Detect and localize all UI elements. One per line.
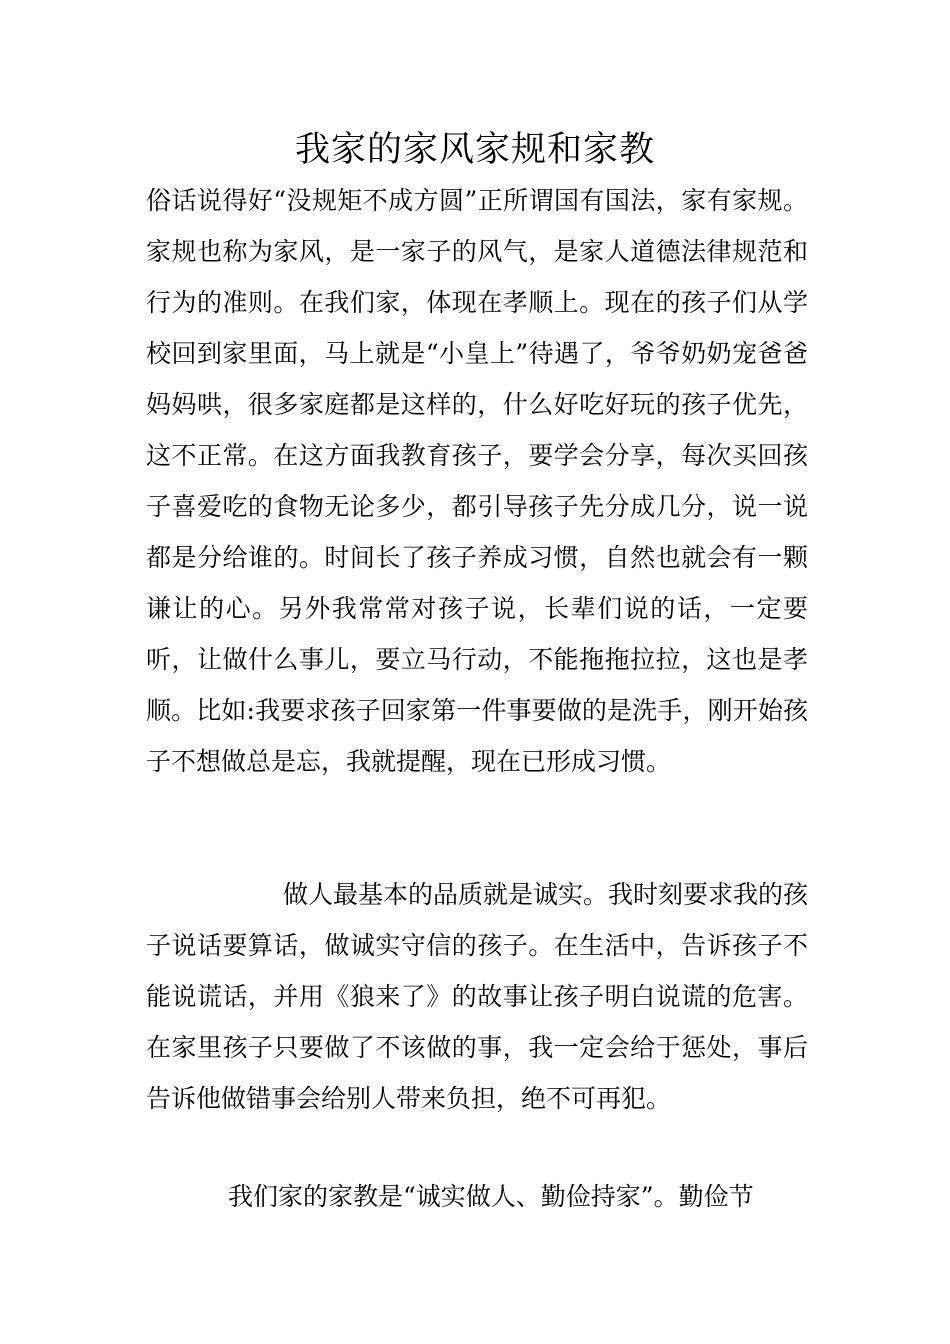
document-title: 我家的家风家规和家教: [294, 130, 655, 170]
paragraph-family-teaching: 我们家的家教是“诚实做人、勤俭持家”。勤俭节: [228, 1182, 754, 1211]
paragraph-filial-piety: 俗话说得好“没规矩不成方圆”正所谓国有国法，家有家规。家规也称为家风，是一家子的风气，是家人道德法律规范和行为的准则。在我们家，体现在孝顺上。现在的孩子们从学校回到家里面，马上就是“小皇上”待遇了，爷爷奶奶宠爸爸妈妈哄，很多家庭都是这样的，什么好吃好玩的孩子优先，这不正常。在这方面我教育孩子，要学会分享，每次买回孩子喜爱吃的食物无论多少，都引导孩子先分成几分，说一说都是分给谁的。时间长了孩子养成习惯，自然也就会有一颗谦让的心。另外我常常对孩子说，长辈们说的话，一定要听，让做什么事儿，要立马行动，不能拖拖拉拉，这也是孝顺。比如:我要求孩子回家第一件事要做的是洗手，刚开始孩子不想做总是忘，我就提醒，现在已形成习惯。: [146, 186, 808, 776]
paragraph-honesty: 做人最基本的品质就是诚实。我时刻要求我的孩子说话要算话，做诚实守信的孩子。在生活中，告诉孩子不能说谎话，并用《狼来了》的故事让孩子明白说谎的危害。在家里孩子只要做了不该做的事，我一定会给于惩处，事后告诉他做错事会给别人带来负担，绝不可再犯。: [146, 880, 809, 1113]
